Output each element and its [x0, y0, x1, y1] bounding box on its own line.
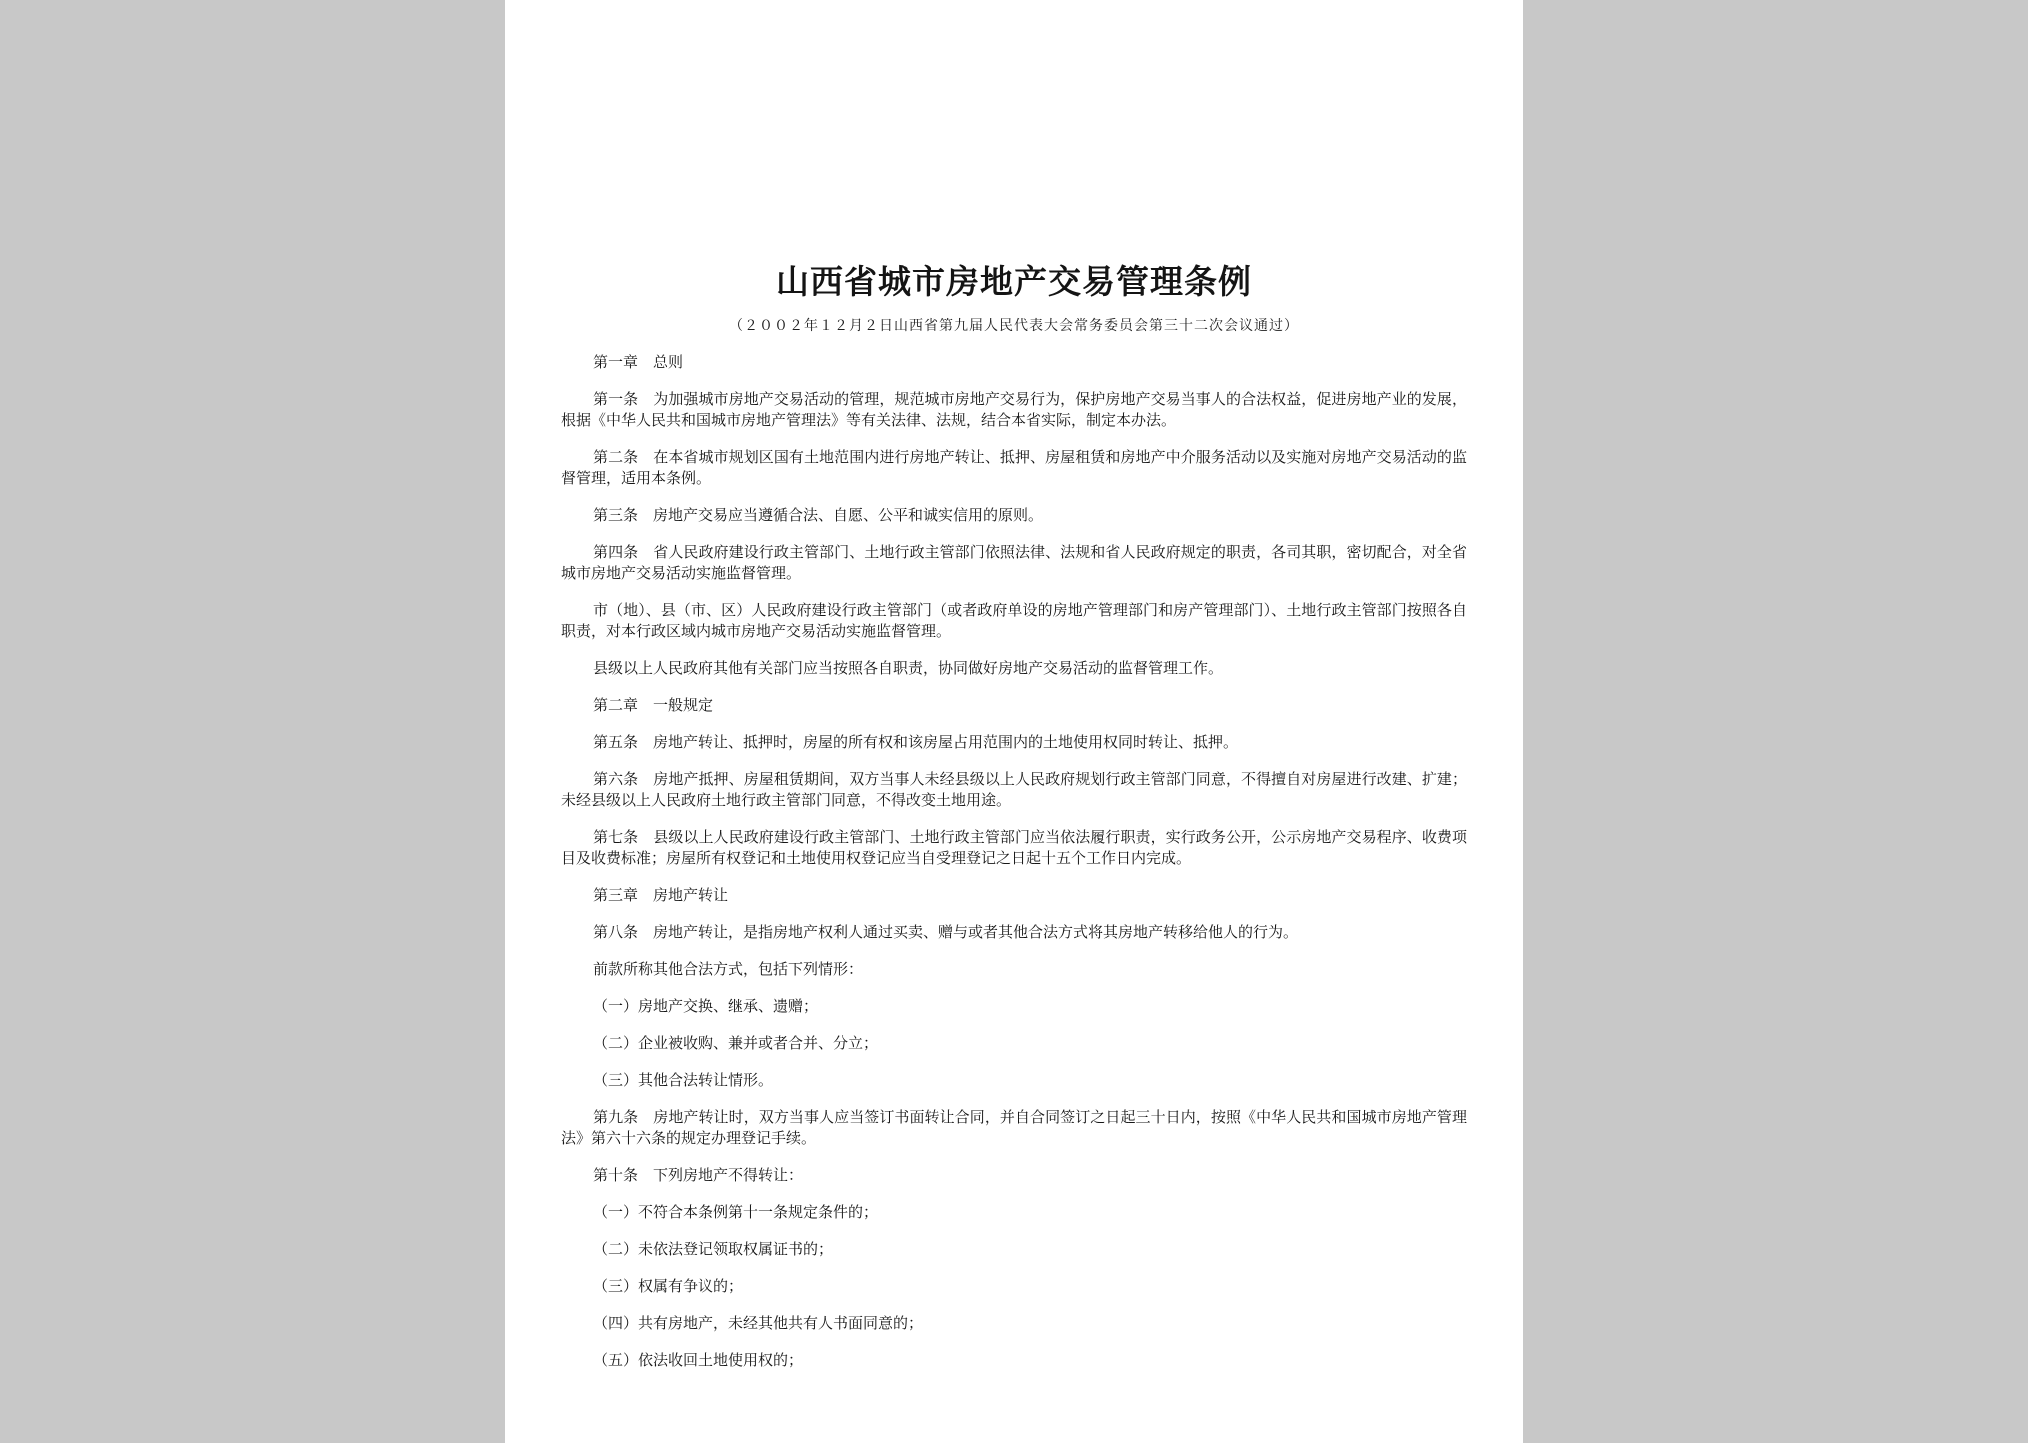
document-subtitle: （２００２年１２月２日山西省第九届人民代表大会常务委员会第三十二次会议通过）: [729, 318, 1299, 334]
chapter-heading: 第三章 房地产转让: [593, 886, 729, 904]
article-paragraph: 第九条 房地产转让时，双方当事人应当签订书面转让合同，并自合同签订之日起三十日内，按照《中华人民共和国城市房地产管理法》第六十六条的规定办理登记手续。: [561, 1108, 1467, 1147]
article-paragraph: 第八条 房地产转让，是指房地产权利人通过买卖、赠与或者其他合法方式将其房地产转移给他人的行为。: [593, 923, 1299, 941]
article-paragraph: 前款所称其他合法方式，包括下列情形：: [593, 960, 864, 978]
article-paragraph: 第七条 县级以上人民政府建设行政主管部门、土地行政主管部门应当依法履行职责，实行政务公开，公示房地产交易程序、收费项目及收费标准；房屋所有权登记和土地使用权登记应当自受理登记之日起十五个工作日内完成。: [561, 828, 1467, 867]
article-paragraph: 第三条 房地产交易应当遵循合法、自愿、公平和诚实信用的原则。: [593, 506, 1044, 524]
document-page: [505, 0, 1523, 1443]
list-item: （三）权属有争议的；: [593, 1277, 744, 1295]
chapter-heading: 第一章 总则: [593, 353, 684, 371]
article-paragraph: 第十条 下列房地产不得转让：: [593, 1166, 804, 1184]
article-paragraph: 第六条 房地产抵押、房屋租赁期间，双方当事人未经县级以上人民政府规划行政主管部门同意，不得擅自对房屋进行改建、扩建；未经县级以上人民政府土地行政主管部门同意，不得改变土地用途。: [561, 770, 1467, 809]
document-body: [561, 352, 1467, 1371]
chapter-heading: 第二章 一般规定: [593, 696, 714, 714]
list-item: （一）不符合本条例第十一条规定条件的；: [593, 1203, 879, 1221]
article-paragraph: 第五条 房地产转让、抵押时，房屋的所有权和该房屋占用范围内的土地使用权同时转让、抵押。: [593, 733, 1239, 751]
list-item: （一）房地产交换、继承、遗赠；: [593, 997, 819, 1015]
list-item: （二）未依法登记领取权属证书的；: [593, 1240, 834, 1258]
article-paragraph: 第一条 为加强城市房地产交易活动的管理，规范城市房地产交易行为，保护房地产交易当事人的合法权益，促进房地产业的发展，根据《中华人民共和国城市房地产管理法》等有关法律、法规，结合本省实际，制定本办法。: [561, 390, 1467, 429]
article-paragraph: 第四条 省人民政府建设行政主管部门、土地行政主管部门依照法律、法规和省人民政府规定的职责，各司其职，密切配合，对全省城市房地产交易活动实施监督管理。: [561, 543, 1467, 582]
list-item: （二）企业被收购、兼并或者合并、分立；: [593, 1034, 879, 1052]
document-title: 山西省城市房地产交易管理条例: [776, 262, 1252, 301]
list-item: （三）其他合法转让情形。: [593, 1071, 774, 1089]
document-content: [561, 262, 1467, 1371]
list-item: （五）依法收回土地使用权的；: [593, 1351, 804, 1369]
article-paragraph: 县级以上人民政府其他有关部门应当按照各自职责，协同做好房地产交易活动的监督管理工作。: [593, 659, 1224, 677]
article-paragraph: 市（地）、县（市、区）人民政府建设行政主管部门（或者政府单设的房地产管理部门和房产管理部门）、土地行政主管部门按照各自职责，对本行政区域内城市房地产交易活动实施监督管理。: [561, 601, 1467, 640]
article-paragraph: 第二条 在本省城市规划区国有土地范围内进行房地产转让、抵押、房屋租赁和房地产中介服务活动以及实施对房地产交易活动的监督管理，适用本条例。: [561, 448, 1467, 487]
list-item: （四）共有房地产，未经其他共有人书面同意的；: [593, 1314, 924, 1332]
